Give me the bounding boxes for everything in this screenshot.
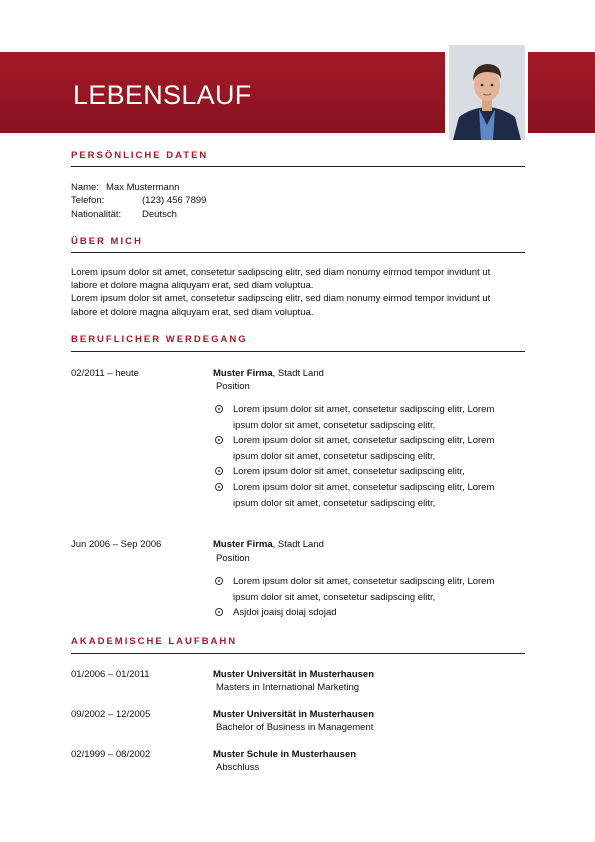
job-bullet: Lorem ipsum dolor sit amet, consetetur sadipscing elitr, Lorem ipsum dolor sit amet, consetetur sadipscing elitr, xyxy=(233,576,495,603)
section-title-education: AKADEMISCHE LAUFBAHN xyxy=(71,636,238,647)
document-title: LEBENSLAUF xyxy=(73,80,252,110)
bullet-icon xyxy=(215,405,223,413)
education-degree: Masters in International Marketing xyxy=(216,682,360,693)
about-line: labore et dolore magna aliquyam erat, sed diam voluptua. xyxy=(71,280,314,291)
name-label: Name: xyxy=(71,182,99,193)
section-title-personal: PERSÖNLICHE DATEN xyxy=(71,150,209,161)
education-date: 02/1999 – 08/2002 xyxy=(71,749,151,760)
job-bullet: Lorem ipsum dolor sit amet, consetetur sadipscing elitr, xyxy=(233,466,465,477)
job-company-line xyxy=(213,538,324,551)
section-divider xyxy=(71,166,525,167)
job-company: Muster Firma xyxy=(213,368,273,379)
education-school: Muster Universität in Musterhausen xyxy=(213,669,375,680)
bullet-icon xyxy=(215,608,223,616)
education-date: 01/2006 – 01/2011 xyxy=(71,669,150,680)
job-company-line xyxy=(213,367,324,380)
bullet-icon xyxy=(215,577,223,585)
section-divider xyxy=(71,351,525,352)
phone-label: Telefon: xyxy=(71,195,105,206)
job-position: Position xyxy=(216,381,250,392)
section-divider xyxy=(71,252,525,253)
about-line: Lorem ipsum dolor sit amet, consetetur sadipscing elitr, sed diam nonumy eirmod tempor invidunt ut xyxy=(71,267,491,278)
bullet-icon xyxy=(215,467,223,475)
header-banner-right xyxy=(528,52,595,133)
education-date: 09/2002 – 12/2005 xyxy=(71,709,151,720)
job-bullet: Lorem ipsum dolor sit amet, consetetur sadipscing elitr, Lorem ipsum dolor sit amet, consetetur sadipscing elitr, xyxy=(233,404,495,431)
job-bullet: Lorem ipsum dolor sit amet, consetetur sadipscing elitr, Lorem ipsum dolor sit amet, consetetur sadipscing elitr, xyxy=(233,482,495,509)
nationality-value: Deutsch xyxy=(142,209,177,220)
name-value: Max Mustermann xyxy=(106,182,180,193)
education-school: Muster Schule in Musterhausen xyxy=(213,749,357,760)
profile-photo xyxy=(449,45,525,140)
job-position: Position xyxy=(216,553,250,564)
section-title-career: BERUFLICHER WERDEGANG xyxy=(71,334,248,345)
education-degree: Bachelor of Business in Management xyxy=(216,722,374,733)
section-divider xyxy=(71,653,525,654)
bullet-icon xyxy=(215,436,223,444)
job-bullet: Lorem ipsum dolor sit amet, consetetur sadipscing elitr, Lorem ipsum dolor sit amet, consetetur sadipscing elitr, xyxy=(233,435,495,462)
about-line: Lorem ipsum dolor sit amet, consetetur sadipscing elitr, sed diam nonumy eirmod tempor invidunt ut xyxy=(71,293,491,304)
nationality-label: Nationalität: xyxy=(71,209,122,220)
job-company: Muster Firma xyxy=(213,539,273,550)
job-bullet: Asjdoi joaisj doiaj sdojad xyxy=(233,607,337,618)
education-degree: Abschluss xyxy=(216,762,260,773)
bullet-icon xyxy=(215,483,223,491)
job-location: , Stadt Land xyxy=(272,539,324,550)
job-date: 02/2011 – heute xyxy=(71,368,139,379)
about-line: labore et dolore magna aliquyam erat, sed diam voluptua. xyxy=(71,307,314,318)
job-location: , Stadt Land xyxy=(272,368,324,379)
phone-value: (123) 456 7899 xyxy=(142,195,207,206)
section-title-about: ÜBER MICH xyxy=(71,236,143,247)
education-school: Muster Universität in Musterhausen xyxy=(213,709,375,720)
job-date: Jun 2006 – Sep 2006 xyxy=(71,539,162,550)
